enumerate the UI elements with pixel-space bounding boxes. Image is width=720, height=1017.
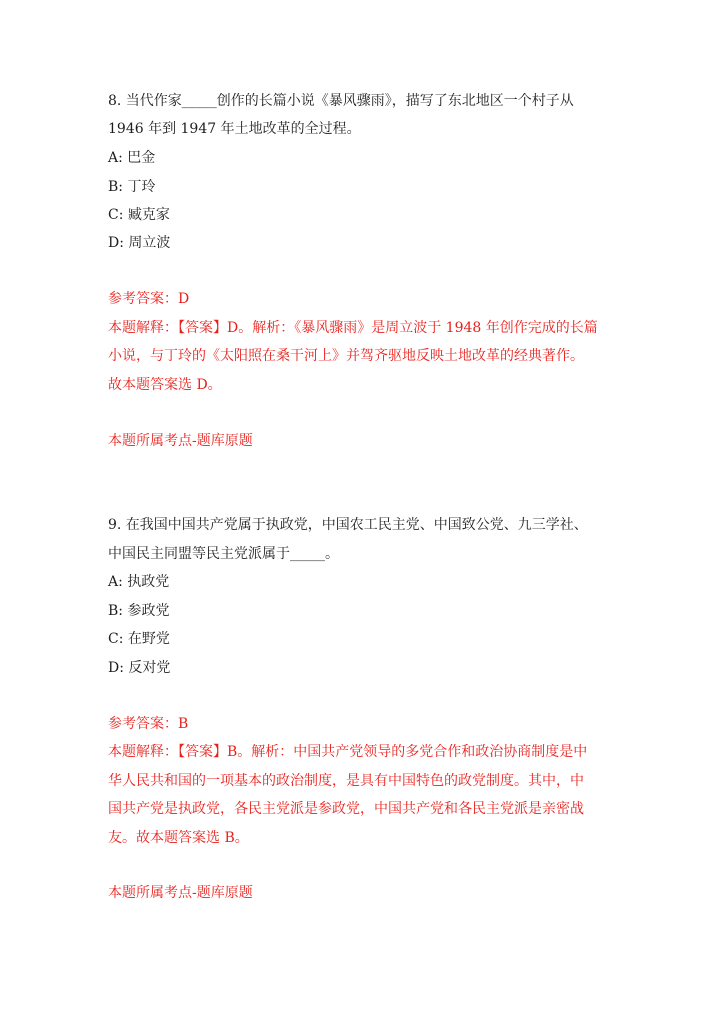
q8-option-a: A: 巴金 xyxy=(108,150,156,166)
q8-explanation-line-1: 本题解释：【答案】D。解析：《暴风骤雨》是周立波于 1948 年创作完成的长篇 xyxy=(108,320,598,336)
q9-explanation-line-3: 国共产党是执政党，各民主党派是参政党，中国共产党和各民主党派是亲密战 xyxy=(108,801,584,817)
q9-explanation-line-2: 华人民共和国的一项基本的政治制度，是具有中国特色的政党制度。其中，中 xyxy=(108,773,584,789)
q8-stem-line-1: 8. 当代作家_____创作的长篇小说《暴风骤雨》，描写了东北地区一个村子从 xyxy=(108,93,574,109)
q9-option-a: A: 执政党 xyxy=(108,574,170,590)
q9-option-b: B: 参政党 xyxy=(108,603,170,619)
q8-option-b: B: 丁玲 xyxy=(108,179,156,195)
q9-option-d: D: 反对党 xyxy=(108,660,171,676)
q8-topic: 本题所属考点-题库原题 xyxy=(108,433,253,449)
q9-answer: 参考答案：B xyxy=(108,716,189,732)
q8-stem-line-2: 1946 年到 1947 年土地改革的全过程。 xyxy=(108,121,361,137)
q9-topic: 本题所属考点-题库原题 xyxy=(108,885,253,901)
q8-option-d: D: 周立波 xyxy=(108,235,171,251)
q9-explanation-line-1: 本题解释：【答案】B。解析：中国共产党领导的多党合作和政治协商制度是中 xyxy=(108,744,588,760)
q8-explanation-line-2: 小说，与丁玲的《太阳照在桑干河上》并驾齐驱地反映土地改革的经典著作。 xyxy=(108,348,584,364)
q8-option-c: C: 臧克家 xyxy=(108,207,170,223)
q9-option-c: C: 在野党 xyxy=(108,631,170,647)
q9-explanation-line-4: 友。故本题答案选 B。 xyxy=(108,830,249,846)
q8-explanation-line-3: 故本题答案选 D。 xyxy=(108,377,222,393)
q8-answer: 参考答案：D xyxy=(108,291,190,307)
q9-stem-line-1: 9. 在我国中国共产党属于执政党，中国农工民主党、中国致公党、九三学社、 xyxy=(108,517,588,533)
q9-stem-line-2: 中国民主同盟等民主党派属于_____。 xyxy=(108,546,339,562)
